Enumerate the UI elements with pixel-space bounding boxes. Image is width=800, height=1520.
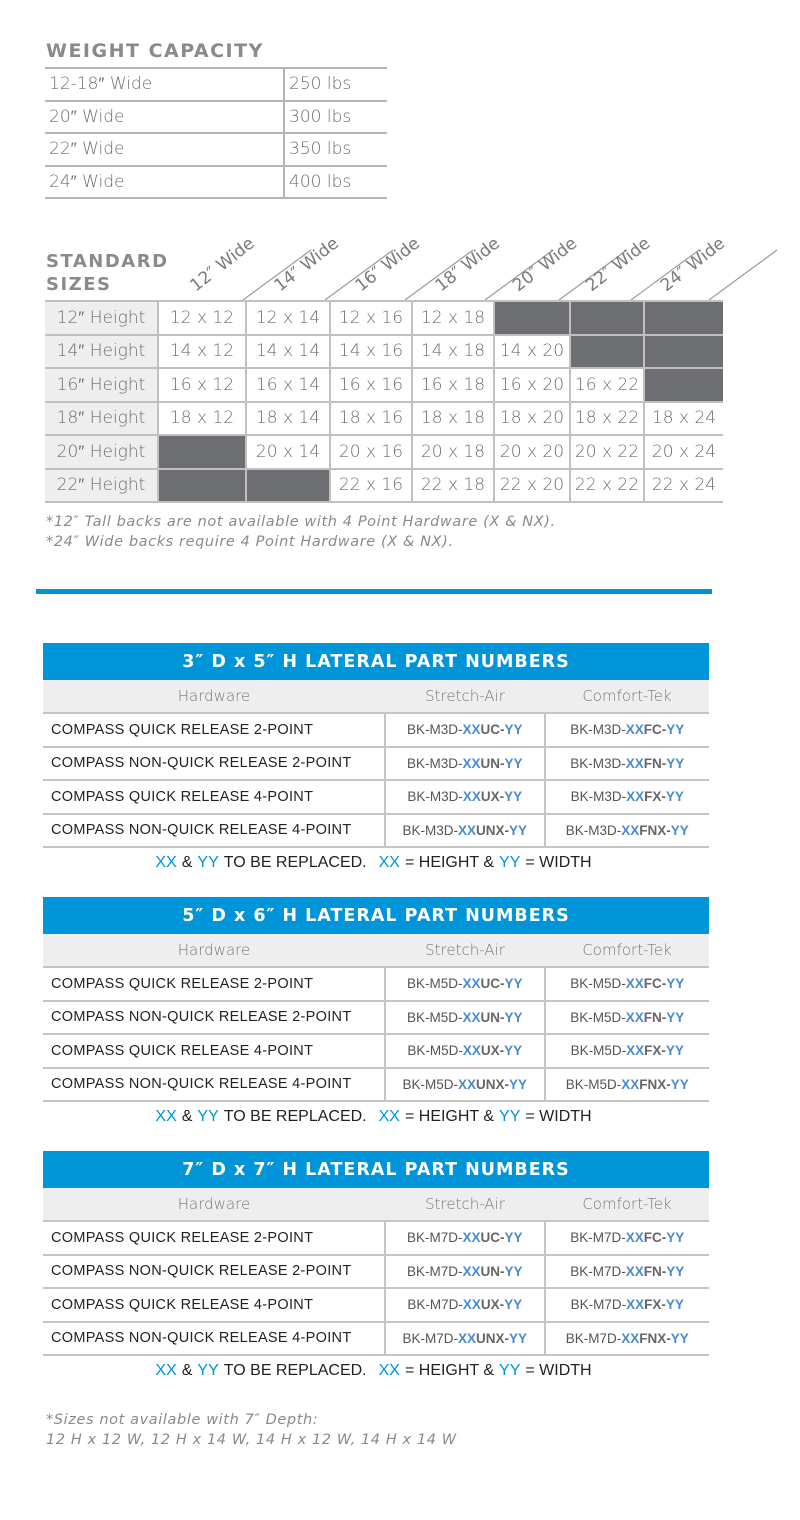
part-number-segment: - — [661, 789, 666, 805]
part-number-segment: YY — [666, 755, 685, 771]
part-number-segment: - — [661, 1230, 667, 1246]
legend-segment: XX — [378, 1108, 400, 1125]
size-row — [45, 301, 723, 335]
replacement-legend — [43, 1102, 709, 1132]
size-column-header: 12″ Wide — [186, 233, 259, 296]
size-cell: 18 x 14 — [246, 402, 330, 436]
size-column-header: 16″ Wide — [351, 233, 424, 296]
column-header: Hardware — [177, 687, 251, 705]
part-number-segment: YY — [509, 1330, 528, 1346]
table-row — [43, 1289, 709, 1323]
legend-segment: YY — [197, 1108, 219, 1125]
size-cell: 18 x 24 — [644, 402, 723, 436]
size-cell: 12 x 16 — [330, 301, 412, 335]
size-cell: 18 x 18 — [412, 402, 494, 436]
part-number-segment: BK-M7D- — [565, 1330, 622, 1346]
size-cell: 22 x 24 — [644, 469, 723, 503]
part-number-segment: UC — [480, 1230, 500, 1246]
part-number-segment: BK-M7D- — [406, 1230, 463, 1246]
legend-segment: & — [181, 854, 193, 871]
comfort-tek-part-number — [546, 1222, 710, 1254]
part-number-segment: BK-M5D- — [406, 1009, 463, 1025]
part-number-segment: YY — [509, 1076, 528, 1092]
part-number-segment: BK-M5D- — [570, 1043, 627, 1059]
part-number-segment: - — [499, 789, 505, 805]
part-number-segment: YY — [666, 1009, 685, 1025]
size-unavailable-cell — [570, 301, 644, 335]
part-number-segment: YY — [670, 822, 689, 838]
part-number-segment: UX — [480, 1297, 500, 1313]
part-number-segment: - — [499, 1297, 505, 1313]
hardware-cell: COMPASS NON-QUICK RELEASE 4-POINT — [43, 1323, 386, 1355]
legend-segment: = HEIGHT & — [404, 1362, 495, 1379]
stretch-air-part-number — [386, 714, 546, 746]
part-number-segment: XX — [457, 1076, 476, 1092]
size-cell: 18 x 20 — [494, 402, 570, 436]
hardware-cell: COMPASS NON-QUICK RELEASE 2-POINT — [43, 1256, 386, 1288]
part-number-segment: - — [500, 1263, 505, 1279]
part-number-segment: BK-M5D- — [565, 1076, 622, 1092]
lateral-table-header — [43, 680, 709, 714]
standard-sizes-note-2: *24″ Wide backs require 4 Point Hardware (X & NX). — [46, 534, 454, 550]
legend-segment: = WIDTH — [525, 854, 592, 871]
part-number-segment: YY — [666, 1263, 685, 1279]
part-number-segment: FNX — [639, 1076, 667, 1092]
part-number-segment: - — [500, 976, 505, 992]
part-number-segment: YY — [666, 976, 685, 992]
size-cell: 18 x 22 — [570, 402, 644, 436]
part-number-segment: - — [661, 1043, 666, 1059]
part-number-segment: - — [666, 1076, 671, 1092]
part-number-segment: BK-M3D- — [570, 789, 627, 805]
part-number-segment: BK-M7D- — [402, 1330, 458, 1346]
standard-sizes-column-headers — [0, 0, 800, 300]
weight-capacity-cell: 350 lbs — [284, 133, 387, 166]
legend-segment: YY — [499, 1108, 521, 1125]
size-cell: 20 x 18 — [412, 435, 494, 469]
stretch-air-part-number — [386, 815, 546, 847]
part-number-segment: XX — [462, 1263, 481, 1279]
part-number-segment: BK-M3D- — [570, 755, 626, 771]
part-number-segment: - — [666, 822, 671, 838]
part-number-segment: - — [661, 976, 667, 992]
part-number-segment: BK-M7D- — [570, 1263, 626, 1279]
part-number-segment: XX — [625, 1009, 644, 1025]
footnote — [46, 1410, 457, 1450]
part-number-segment: YY — [504, 722, 523, 738]
part-number-segment: XX — [462, 722, 481, 738]
table-row — [43, 968, 709, 1002]
size-cell: 20 x 24 — [644, 435, 723, 469]
part-number-segment: YY — [665, 789, 684, 805]
legend-segment: = WIDTH — [525, 1108, 592, 1125]
footnote-line1: *Sizes not available with 7″ Depth: — [46, 1412, 319, 1428]
lateral-table-title: 3″ D x 5″ H LATERAL PART NUMBERS — [43, 643, 709, 680]
part-number-segment: FC — [643, 1230, 662, 1246]
size-column-header: 20″ Wide — [509, 233, 582, 296]
size-row — [45, 368, 723, 402]
size-cell: 12 x 12 — [158, 301, 246, 335]
part-number-segment: XX — [625, 755, 644, 771]
weight-width-cell: 20″ Wide — [45, 101, 284, 134]
size-cell: 16 x 18 — [412, 368, 494, 402]
size-column-header: 18″ Wide — [431, 233, 504, 296]
part-number-segment: XX — [462, 1230, 481, 1246]
stretch-air-part-number — [386, 968, 546, 1000]
part-number-segment: YY — [504, 1043, 523, 1059]
replacement-legend — [43, 848, 709, 878]
stretch-air-part-number — [386, 1222, 546, 1254]
table-row — [43, 815, 709, 849]
legend-segment: YY — [197, 1362, 219, 1379]
comfort-tek-part-number — [546, 1256, 710, 1288]
size-row-label: 18″ Height — [45, 402, 158, 436]
part-number-segment: FC — [643, 722, 662, 738]
part-number-segment: XX — [621, 1076, 640, 1092]
part-number-segment: FNX — [639, 1330, 667, 1346]
comfort-tek-part-number — [546, 1035, 710, 1067]
part-number-segment: - — [499, 1043, 505, 1059]
part-number-segment: UC — [480, 976, 500, 992]
part-number-segment: YY — [504, 1263, 523, 1279]
stretch-air-part-number — [386, 1289, 546, 1321]
part-number-segment: YY — [666, 1230, 685, 1246]
size-cell: 22 x 20 — [494, 469, 570, 503]
part-number-segment: - — [500, 1009, 505, 1025]
comfort-tek-part-number — [546, 1002, 710, 1034]
table-row — [43, 1002, 709, 1036]
part-number-segment: - — [500, 1230, 505, 1246]
part-number-segment: XX — [626, 789, 645, 805]
part-number-segment: XX — [462, 789, 481, 805]
lateral-table-header — [43, 1188, 709, 1222]
part-number-segment: XX — [462, 1009, 481, 1025]
part-number-segment: FN — [643, 755, 662, 771]
hardware-cell: COMPASS NON-QUICK RELEASE 2-POINT — [43, 1002, 386, 1034]
column-header: Stretch-Air — [425, 941, 505, 959]
comfort-tek-part-number — [546, 714, 710, 746]
part-number-segment: UX — [480, 1043, 500, 1059]
part-number-segment: YY — [504, 1009, 523, 1025]
part-number-segment: XX — [625, 722, 644, 738]
part-number-segment: BK-M3D- — [570, 722, 626, 738]
part-number-segment: FX — [644, 1043, 662, 1059]
part-number-segment: XX — [625, 976, 644, 992]
part-number-segment: BK-M7D- — [570, 1297, 627, 1313]
part-number-segment: UNX — [475, 1076, 505, 1092]
size-row-label: 20″ Height — [45, 435, 158, 469]
legend-segment: XX — [378, 1362, 400, 1379]
size-unavailable-cell — [158, 469, 246, 503]
standard-sizes-note-1: *12″ Tall backs are not available with 4 Point Hardware (X & NX). — [46, 514, 556, 530]
hardware-cell: COMPASS QUICK RELEASE 4-POINT — [43, 1289, 386, 1321]
legend-segment: XX — [155, 854, 177, 871]
part-number-segment: BK-M5D- — [570, 976, 626, 992]
part-number-segment: XX — [462, 755, 481, 771]
footnote-line2: 12 H x 12 W, 12 H x 14 W, 14 H x 12 W, 14 H x 14 W — [46, 1432, 457, 1448]
size-column-header: 22″ Wide — [582, 233, 655, 296]
column-header: Stretch-Air — [425, 1195, 505, 1213]
stretch-air-part-number — [386, 781, 546, 813]
stretch-air-part-number — [386, 1323, 546, 1355]
size-column-header: 14″ Wide — [270, 233, 343, 296]
part-number-segment: YY — [670, 1330, 689, 1346]
comfort-tek-part-number — [546, 748, 710, 780]
size-cell: 14 x 16 — [330, 335, 412, 369]
hardware-cell: COMPASS NON-QUICK RELEASE 4-POINT — [43, 815, 386, 847]
part-number-segment: - — [504, 1076, 509, 1092]
standard-sizes-table — [45, 300, 723, 503]
part-number-segment: - — [661, 755, 667, 771]
legend-segment: TO BE REPLACED. — [223, 1362, 367, 1379]
size-cell: 16 x 12 — [158, 368, 246, 402]
part-number-segment: - — [661, 722, 667, 738]
part-number-segment: YY — [670, 1076, 689, 1092]
size-cell: 12 x 14 — [246, 301, 330, 335]
part-number-segment: YY — [504, 789, 523, 805]
table-row — [43, 1069, 709, 1103]
part-number-segment: BK-M5D- — [407, 1043, 463, 1059]
size-header-divider — [709, 250, 777, 300]
part-number-segment: UC — [480, 722, 500, 738]
size-cell: 22 x 18 — [412, 469, 494, 503]
weight-capacity-cell: 300 lbs — [284, 101, 387, 134]
size-row — [45, 469, 723, 503]
size-cell: 22 x 16 — [330, 469, 412, 503]
legend-segment: YY — [197, 854, 219, 871]
size-row — [45, 435, 723, 469]
size-unavailable-cell — [246, 469, 330, 503]
comfort-tek-part-number — [546, 815, 710, 847]
part-number-segment: - — [500, 722, 505, 738]
part-number-segment: BK-M5D- — [406, 976, 463, 992]
section-divider — [36, 589, 712, 594]
part-number-segment: XX — [625, 1230, 644, 1246]
table-row — [43, 1256, 709, 1290]
size-unavailable-cell — [644, 301, 723, 335]
legend-segment: & — [181, 1108, 193, 1125]
part-number-segment: YY — [504, 976, 523, 992]
hardware-cell: COMPASS QUICK RELEASE 4-POINT — [43, 1035, 386, 1067]
size-cell: 20 x 20 — [494, 435, 570, 469]
lateral-table-title: 7″ D x 7″ H LATERAL PART NUMBERS — [43, 1151, 709, 1188]
part-number-segment: BK-M3D- — [407, 789, 463, 805]
lateral-part-table — [43, 897, 709, 1132]
size-row-label: 14″ Height — [45, 335, 158, 369]
standard-sizes-title-line1: STANDARD — [46, 251, 169, 272]
size-unavailable-cell — [570, 335, 644, 369]
hardware-cell: COMPASS QUICK RELEASE 2-POINT — [43, 714, 386, 746]
part-number-segment: XX — [621, 1330, 640, 1346]
stretch-air-part-number — [386, 1035, 546, 1067]
part-number-segment: BK-M7D- — [570, 1230, 626, 1246]
part-number-segment: - — [504, 822, 509, 838]
part-number-segment: - — [504, 1330, 509, 1346]
column-header: Comfort-Tek — [582, 1195, 672, 1213]
hardware-cell: COMPASS QUICK RELEASE 2-POINT — [43, 1222, 386, 1254]
stretch-air-part-number — [386, 1069, 546, 1101]
size-unavailable-cell — [644, 368, 723, 402]
size-row — [45, 335, 723, 369]
part-number-segment: UNX — [475, 1330, 505, 1346]
size-row-label: 12″ Height — [45, 301, 158, 335]
hardware-cell: COMPASS NON-QUICK RELEASE 2-POINT — [43, 748, 386, 780]
hardware-cell: COMPASS QUICK RELEASE 4-POINT — [43, 781, 386, 813]
part-number-segment: XX — [626, 1043, 645, 1059]
size-cell: 20 x 22 — [570, 435, 644, 469]
part-number-segment: XX — [462, 976, 481, 992]
stretch-air-part-number — [386, 1256, 546, 1288]
stretch-air-part-number — [386, 1002, 546, 1034]
legend-segment: YY — [499, 1362, 521, 1379]
part-number-segment: FNX — [639, 822, 667, 838]
part-number-segment: YY — [665, 1043, 684, 1059]
lateral-part-table — [43, 1151, 709, 1386]
comfort-tek-part-number — [546, 1289, 710, 1321]
part-number-segment: BK-M7D- — [407, 1297, 463, 1313]
part-number-segment: FX — [644, 1297, 662, 1313]
size-cell: 14 x 14 — [246, 335, 330, 369]
part-number-segment: YY — [504, 755, 523, 771]
size-cell: 12 x 18 — [412, 301, 494, 335]
part-number-segment: BK-M3D- — [402, 822, 458, 838]
weight-width-cell: 24″ Wide — [45, 166, 284, 199]
weight-capacity-cell: 400 lbs — [284, 166, 387, 199]
part-number-segment: UN — [480, 1263, 500, 1279]
part-number-segment: XX — [462, 1297, 481, 1313]
hardware-cell: COMPASS QUICK RELEASE 2-POINT — [43, 968, 386, 1000]
column-header: Stretch-Air — [425, 687, 505, 705]
legend-segment: XX — [155, 1362, 177, 1379]
part-number-segment: XX — [457, 822, 476, 838]
part-number-segment: YY — [504, 1230, 523, 1246]
size-cell: 14 x 20 — [494, 335, 570, 369]
weight-width-cell: 22″ Wide — [45, 133, 284, 166]
weight-capacity-cell: 250 lbs — [284, 68, 387, 101]
size-cell: 18 x 12 — [158, 402, 246, 436]
table-row — [43, 748, 709, 782]
part-number-segment: - — [500, 755, 505, 771]
size-cell: 14 x 18 — [412, 335, 494, 369]
table-row — [43, 1035, 709, 1069]
comfort-tek-part-number — [546, 968, 710, 1000]
size-cell: 16 x 14 — [246, 368, 330, 402]
lateral-part-table — [43, 643, 709, 878]
comfort-tek-part-number — [546, 1323, 710, 1355]
legend-segment: = HEIGHT & — [404, 1108, 495, 1125]
part-number-segment: FN — [643, 1263, 662, 1279]
part-number-segment: FX — [644, 789, 662, 805]
part-number-segment: UN — [480, 755, 500, 771]
part-number-segment: UNX — [475, 822, 505, 838]
column-header: Comfort-Tek — [582, 941, 672, 959]
part-number-segment: XX — [626, 1297, 645, 1313]
size-cell: 20 x 14 — [246, 435, 330, 469]
table-row — [43, 781, 709, 815]
part-number-segment: YY — [509, 822, 528, 838]
size-cell: 16 x 16 — [330, 368, 412, 402]
legend-segment: XX — [378, 854, 400, 871]
column-header: Hardware — [177, 1195, 251, 1213]
part-number-segment: UX — [480, 789, 500, 805]
size-cell: 22 x 22 — [570, 469, 644, 503]
size-cell: 16 x 20 — [494, 368, 570, 402]
part-number-segment: XX — [625, 1263, 644, 1279]
part-number-segment: - — [666, 1330, 671, 1346]
part-number-segment: YY — [504, 1297, 523, 1313]
part-number-segment: FN — [643, 1009, 662, 1025]
legend-segment: = HEIGHT & — [404, 854, 495, 871]
part-number-segment: - — [661, 1009, 667, 1025]
part-number-segment: BK-M7D- — [406, 1263, 463, 1279]
part-number-segment: BK-M5D- — [570, 1009, 626, 1025]
part-number-segment: BK-M3D- — [406, 755, 463, 771]
size-unavailable-cell — [644, 335, 723, 369]
legend-segment: = WIDTH — [525, 1362, 592, 1379]
replacement-legend — [43, 1356, 709, 1386]
size-row-label: 16″ Height — [45, 368, 158, 402]
size-column-header: 24″ Wide — [656, 233, 729, 296]
size-cell: 14 x 12 — [158, 335, 246, 369]
legend-segment: XX — [155, 1108, 177, 1125]
size-unavailable-cell — [158, 435, 246, 469]
part-number-segment: - — [661, 1263, 667, 1279]
size-cell: 16 x 22 — [570, 368, 644, 402]
part-number-segment: XX — [621, 822, 640, 838]
size-row — [45, 402, 723, 436]
weight-width-cell: 12-18″ Wide — [45, 68, 284, 101]
part-number-segment: BK-M5D- — [402, 1076, 458, 1092]
hardware-cell: COMPASS NON-QUICK RELEASE 4-POINT — [43, 1069, 386, 1101]
legend-segment: YY — [499, 854, 521, 871]
stretch-air-part-number — [386, 748, 546, 780]
size-cell: 18 x 16 — [330, 402, 412, 436]
legend-segment: TO BE REPLACED. — [223, 854, 367, 871]
comfort-tek-part-number — [546, 781, 710, 813]
lateral-table-header — [43, 934, 709, 968]
size-unavailable-cell — [494, 301, 570, 335]
part-number-segment: UN — [480, 1009, 500, 1025]
part-number-segment: YY — [665, 1297, 684, 1313]
weight-capacity-title: WEIGHT CAPACITY — [46, 40, 264, 62]
legend-segment: & — [181, 1362, 193, 1379]
comfort-tek-part-number — [546, 1069, 710, 1101]
lateral-table-title: 5″ D x 6″ H LATERAL PART NUMBERS — [43, 897, 709, 934]
table-row — [43, 1222, 709, 1256]
part-number-segment: XX — [462, 1043, 481, 1059]
size-cell: 20 x 16 — [330, 435, 412, 469]
part-number-segment: YY — [666, 722, 685, 738]
part-number-segment: BK-M3D- — [406, 722, 463, 738]
column-header: Comfort-Tek — [582, 687, 672, 705]
column-header: Hardware — [177, 941, 251, 959]
part-number-segment: FC — [643, 976, 662, 992]
legend-segment: TO BE REPLACED. — [223, 1108, 367, 1125]
table-row — [43, 1323, 709, 1357]
standard-sizes-notes — [46, 512, 556, 552]
standard-sizes-title-line2: SIZES — [46, 274, 112, 295]
part-number-segment: XX — [457, 1330, 476, 1346]
table-row — [43, 714, 709, 748]
size-row-label: 22″ Height — [45, 469, 158, 503]
part-number-segment: BK-M3D- — [565, 822, 622, 838]
part-number-segment: - — [661, 1297, 666, 1313]
